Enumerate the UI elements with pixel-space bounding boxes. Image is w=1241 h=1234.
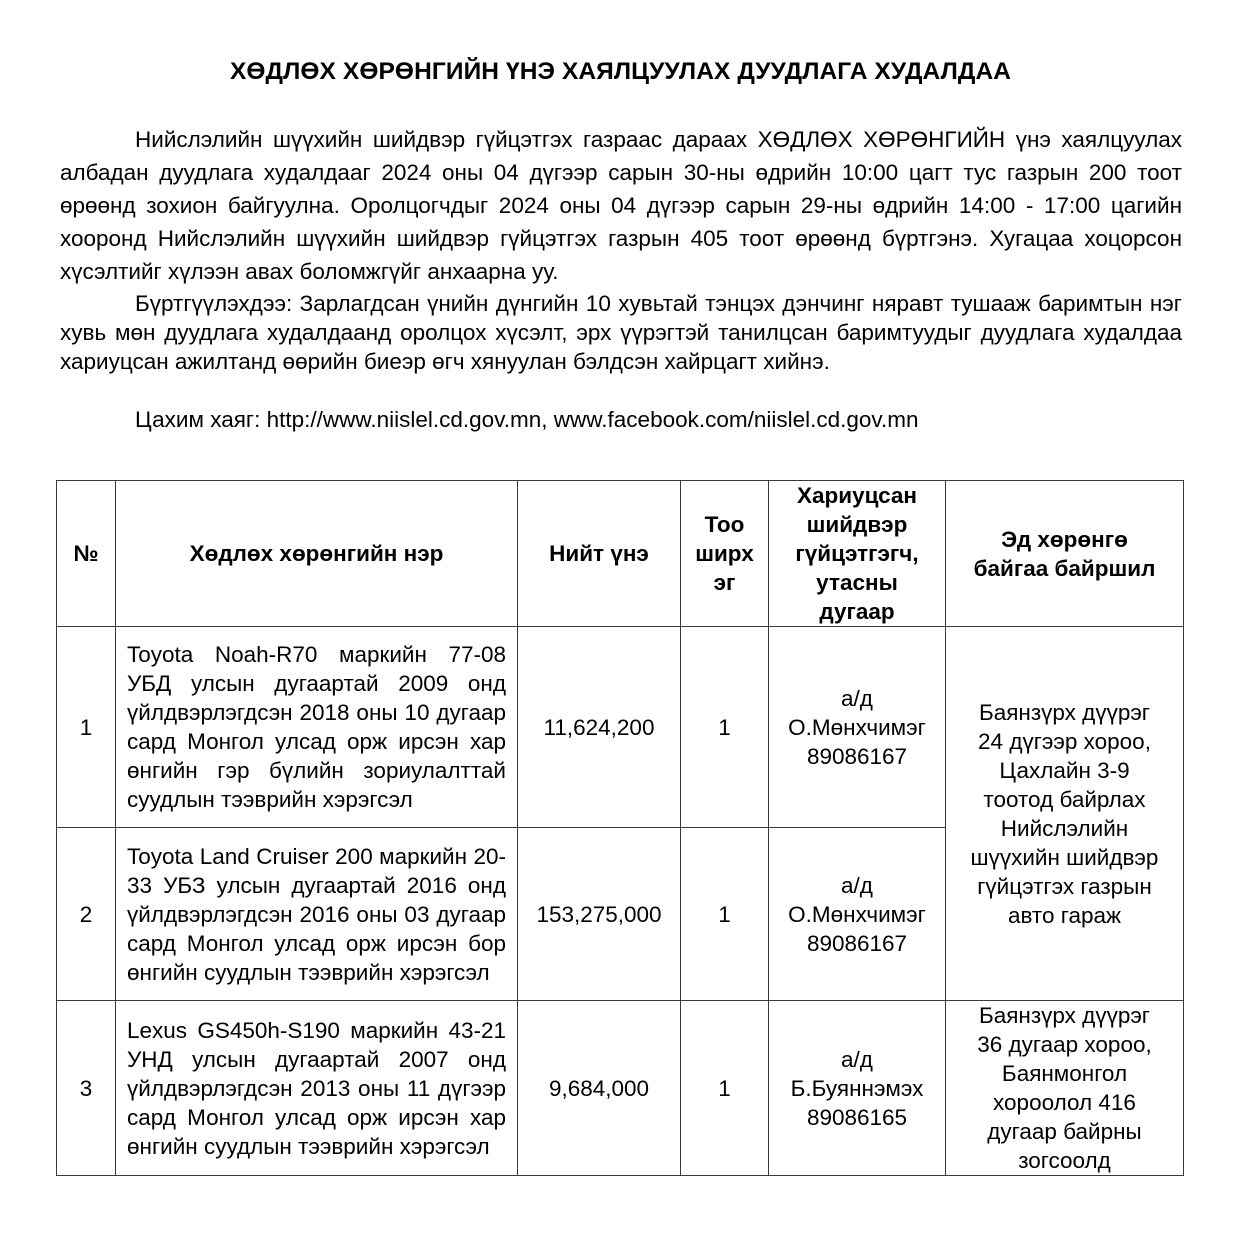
- asset-price: 11,624,200: [518, 627, 681, 828]
- page-title: ХӨДЛӨХ ХӨРӨНГИЙН ҮНЭ ХАЯЛЦУУЛАХ ДУУДЛАГА ХУДАЛДАА: [229, 58, 1012, 85]
- table-row: [57, 627, 1184, 828]
- web-address-paragraph: Цахим хаяг: http://www.niislel.cd.gov.mn, www.facebook.com/niislel.cd.gov.mn: [135, 407, 919, 432]
- asset-quantity: 1: [681, 627, 769, 828]
- row-number: 2: [57, 828, 116, 1001]
- asset-name: Toyota Land Cruiser 200 маркийн 20-33 УБЗ улсын дугаартай 2016 онд үйлдвэрлэгдсэн 2016 оны 03 дугаар сард Монгол улсад орж ирсэн бор өнгийн суудлын тээврийн хэрэгсэл: [116, 828, 518, 1001]
- asset-location: Баянзүрх дүүрэг 24 дүгээр хороо, Цахлайн 3-9 тоотод байрлах Нийслэлийн шүүхийн шийдвэр гүйцэтгэх газрын авто гараж: [946, 627, 1184, 1001]
- table-header-row: [57, 481, 1184, 627]
- header-total-price: Нийт үнэ: [518, 481, 681, 627]
- asset-quantity: 1: [681, 1001, 769, 1176]
- header-quantity: Тоо ширх эг: [681, 481, 769, 627]
- asset-name: Lexus GS450h-S190 маркийн 43-21 УНД улсын дугаартай 2007 онд үйлдвэрлэгдсэн 2013 оны 11 дүгээр сард Монгол улсад орж ирсэн хар өнгийн суудлын тээврийн хэрэгсэл: [116, 1001, 518, 1176]
- row-number: 3: [57, 1001, 116, 1176]
- asset-price: 9,684,000: [518, 1001, 681, 1176]
- announcement-paragraph: Нийслэлийн шүүхийн шийдвэр гүйцэтгэх газраас дараах ХӨДЛӨХ ХӨРӨНГИЙН үнэ хаялцуулах албадан дуудлага худалдааг 2024 оны 04 дүгээр сарын 30-ны өдрийн 10:00 цагт тус газрын 200 тоот өрөөнд зохион байгуулна. Оролцогчдыг 2024 оны 04 дүгээр сарын 29-ны өдрийн 14:00 - 17:00 цагийн хооронд Нийслэлийн шүүхийн шийдвэр гүйцэтгэх газрын 405 тоот өрөөнд бүртгэнэ. Хугацаа хоцорсон хүсэлтийг хүлээн авах боломжгүйг анхаарна уу.: [60, 127, 1182, 284]
- asset-officer: а/д О.Мөнхчимэг 89086167: [769, 828, 946, 1001]
- assets-table: [56, 480, 1184, 1176]
- registration-paragraph: Бүртгүүлэхдээ: Зарлагдсан үнийн дүнгийн 10 хувьтай тэнцэх дэнчинг няравт тушааж баримтын нэг хувь мөн дуудлага худалдаанд оролцох хүсэлт, эрх үүрэгтэй танилцсан баримтуудыг дуудлага худалдаа хариуцсан ажилтанд өөрийн биеэр өгч хянуулан бэлдсэн хайрцагт хийнэ.: [60, 291, 1182, 374]
- asset-officer: а/д О.Мөнхчимэг 89086167: [769, 627, 946, 828]
- asset-name: Toyota Noah-R70 маркийн 77-08 УБД улсын дугаартай 2009 онд үйлдвэрлэгдсэн 2018 оны 10 дугаар сард Монгол улсад орж ирсэн хар өнгийн гэр бүлийн зориулалттай суудлын тээврийн хэрэгсэл: [116, 627, 518, 828]
- header-asset-name: Хөдлөх хөрөнгийн нэр: [116, 481, 518, 627]
- header-number: №: [57, 481, 116, 627]
- table-row: [57, 1001, 1184, 1176]
- header-officer: Хариуцсан шийдвэр гүйцэтгэгч, утасны дугаар: [769, 481, 946, 627]
- asset-officer: а/д Б.Буяннэмэх 89086165: [769, 1001, 946, 1176]
- header-location: Эд хөрөнгө байгаа байршил: [946, 481, 1184, 627]
- asset-quantity: 1: [681, 828, 769, 1001]
- asset-location: Баянзүрх дүүрэг 36 дугаар хороо, Баянмонгол хороолол 416 дугаар байрны зогсоолд: [946, 1001, 1184, 1176]
- row-number: 1: [57, 627, 116, 828]
- asset-price: 153,275,000: [518, 828, 681, 1001]
